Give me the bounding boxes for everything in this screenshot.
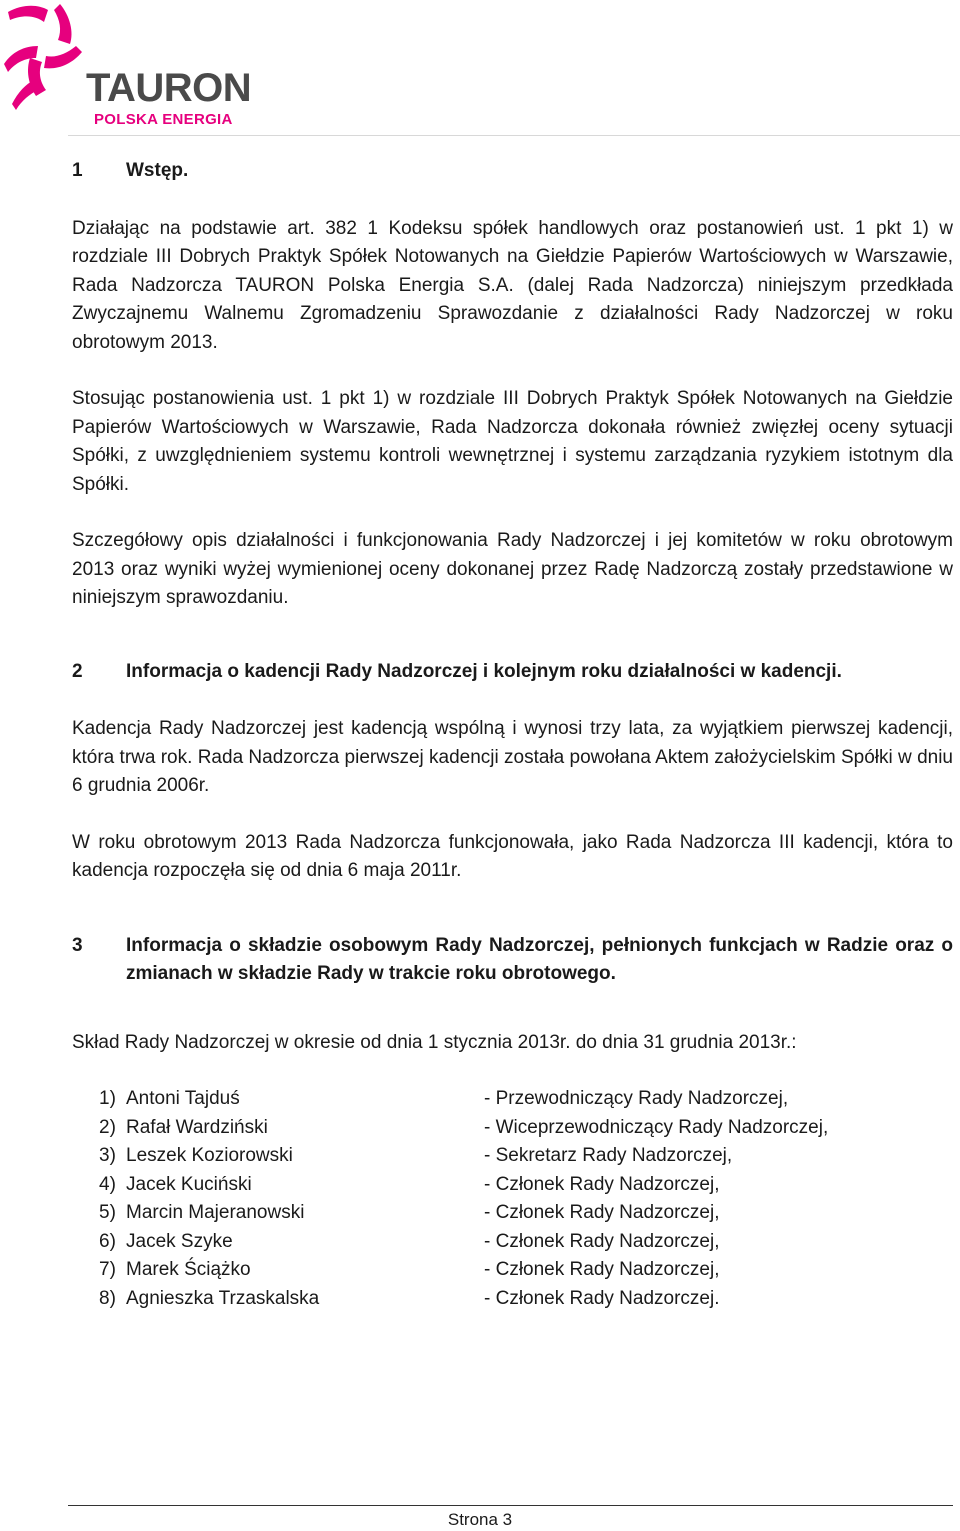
member-role: - Członek Rady Nadzorczej, — [484, 1202, 720, 1223]
member-name: Leszek Koziorowski — [126, 1145, 293, 1166]
member-name: Jacek Kuciński — [126, 1173, 252, 1195]
member-name: Jacek Szyke — [126, 1230, 233, 1252]
header-divider — [68, 135, 960, 136]
paragraph: Szczegółowy opis działalności i funkcjonowania Rady Nadzorczej i jej komitetów w roku obrotowym 2013 oraz wyniki wyżej wymienionej oceny dokonanej przez Radę Nadzorczą zostały przedstawione w niniejszym sprawozdaniu. — [72, 530, 953, 608]
member-role: - Przewodniczący Rady Nadzorczej, — [484, 1088, 789, 1109]
member-number: 6) — [99, 1230, 116, 1252]
member-number: 3) — [99, 1145, 116, 1166]
member-number: 5) — [99, 1202, 116, 1223]
member-role: - Członek Rady Nadzorczej, — [484, 1230, 720, 1252]
page-number: Strona 3 — [447, 1510, 513, 1529]
board-members-list — [99, 1085, 953, 1313]
paragraph: Kadencja Rady Nadzorczej jest kadencją wspólną i wynosi trzy lata, za wyjątkiem pierwszej kadencji, która trwa rok. Rada Nadzorcza pierwszej kadencji została powołana Aktem założycielskim Spółki w dniu 6 grudnia 2006r. — [72, 718, 953, 796]
company-logo — [0, 0, 300, 135]
member-name: Agnieszka Trzaskalska — [126, 1287, 320, 1309]
member-name: Marcin Majeranowski — [126, 1202, 305, 1223]
section-number: 3 — [72, 934, 83, 956]
paragraph: Skład Rady Nadzorczej w okresie od dnia 1 stycznia 2013r. do dnia 31 grudnia 2013r.: — [72, 1031, 797, 1053]
logo-subtitle: POLSKA ENERGIA — [94, 111, 233, 128]
member-number: 2) — [99, 1116, 116, 1138]
member-role: - Członek Rady Nadzorczej, — [484, 1173, 720, 1195]
list-item — [99, 1085, 953, 1114]
member-role: - Sekretarz Rady Nadzorczej, — [484, 1145, 733, 1166]
member-name: Rafał Wardziński — [126, 1116, 268, 1138]
section-heading-1 — [72, 157, 953, 186]
member-role: - Wiceprzewodniczący Rady Nadzorczej, — [484, 1116, 829, 1138]
list-item — [99, 1142, 953, 1171]
section-title: Informacja o składzie osobowym Rady Nadzorczej, pełnionych funkcjach w Radzie oraz o zmianach w składzie Rady w trakcie roku obrotowego. — [126, 934, 953, 984]
list-item — [99, 1114, 953, 1143]
document-body — [72, 157, 953, 1313]
list-item — [99, 1285, 953, 1314]
list-item — [99, 1228, 953, 1257]
member-name: Marek Ściążko — [126, 1259, 251, 1280]
paragraph: Stosując postanowienia ust. 1 pkt 1) w rozdziale III Dobrych Praktyk Spółek Notowanych na Giełdzie Papierów Wartościowych w Warszawie, Rada Nadzorcza dokonała również zwięzłej oceny sytuacji Spółki, z uwzględnieniem systemu kontroli wewnętrznej i systemu zarządzania ryzykiem istotnym dla Spółki. — [72, 388, 953, 495]
logo-wordmark: TAURON — [86, 66, 252, 110]
list-item — [99, 1171, 953, 1200]
section-title: Wstęp. — [126, 160, 189, 181]
member-name: Antoni Tajduś — [126, 1088, 240, 1109]
paragraph: Działając na podstawie art. 382 1 Kodeksu spółek handlowych oraz postanowień ust. 1 pkt 1) w rozdziale III Dobrych Praktyk Spółek Notowanych na Giełdzie Papierów Wartościowych w Warszawie, Rada Nadzorcza TAURON Polska Energia S.A. (dalej Rada Nadzorcza) niniejszym przedkłada Zwyczajnemu Walnemu Zgromadzeniu Sprawozdanie z działalności Rady Nadzorczej w roku obrotowym 2013. — [72, 217, 953, 353]
section-number: 2 — [72, 660, 83, 682]
section-number: 1 — [72, 160, 83, 181]
list-item — [99, 1256, 953, 1285]
member-role: - Członek Rady Nadzorczej, — [484, 1259, 720, 1280]
section-heading-2 — [72, 658, 953, 687]
member-number: 7) — [99, 1259, 116, 1280]
section-heading-3 — [72, 932, 953, 989]
member-role: - Członek Rady Nadzorczej. — [484, 1287, 720, 1309]
member-number: 8) — [99, 1287, 116, 1309]
section-title: Informacja o kadencji Rady Nadzorczej i kolejnym roku działalności w kadencji. — [126, 660, 842, 682]
paragraph: W roku obrotowym 2013 Rada Nadzorcza funkcjonowała, jako Rada Nadzorcza III kadencji, która to kadencja rozpoczęła się od dnia 6 maja 2011r. — [72, 831, 953, 881]
member-number: 4) — [99, 1173, 116, 1195]
list-item — [99, 1199, 953, 1228]
tauron-star-icon — [0, 0, 90, 115]
member-number: 1) — [99, 1088, 116, 1109]
footer-divider — [68, 1505, 953, 1506]
